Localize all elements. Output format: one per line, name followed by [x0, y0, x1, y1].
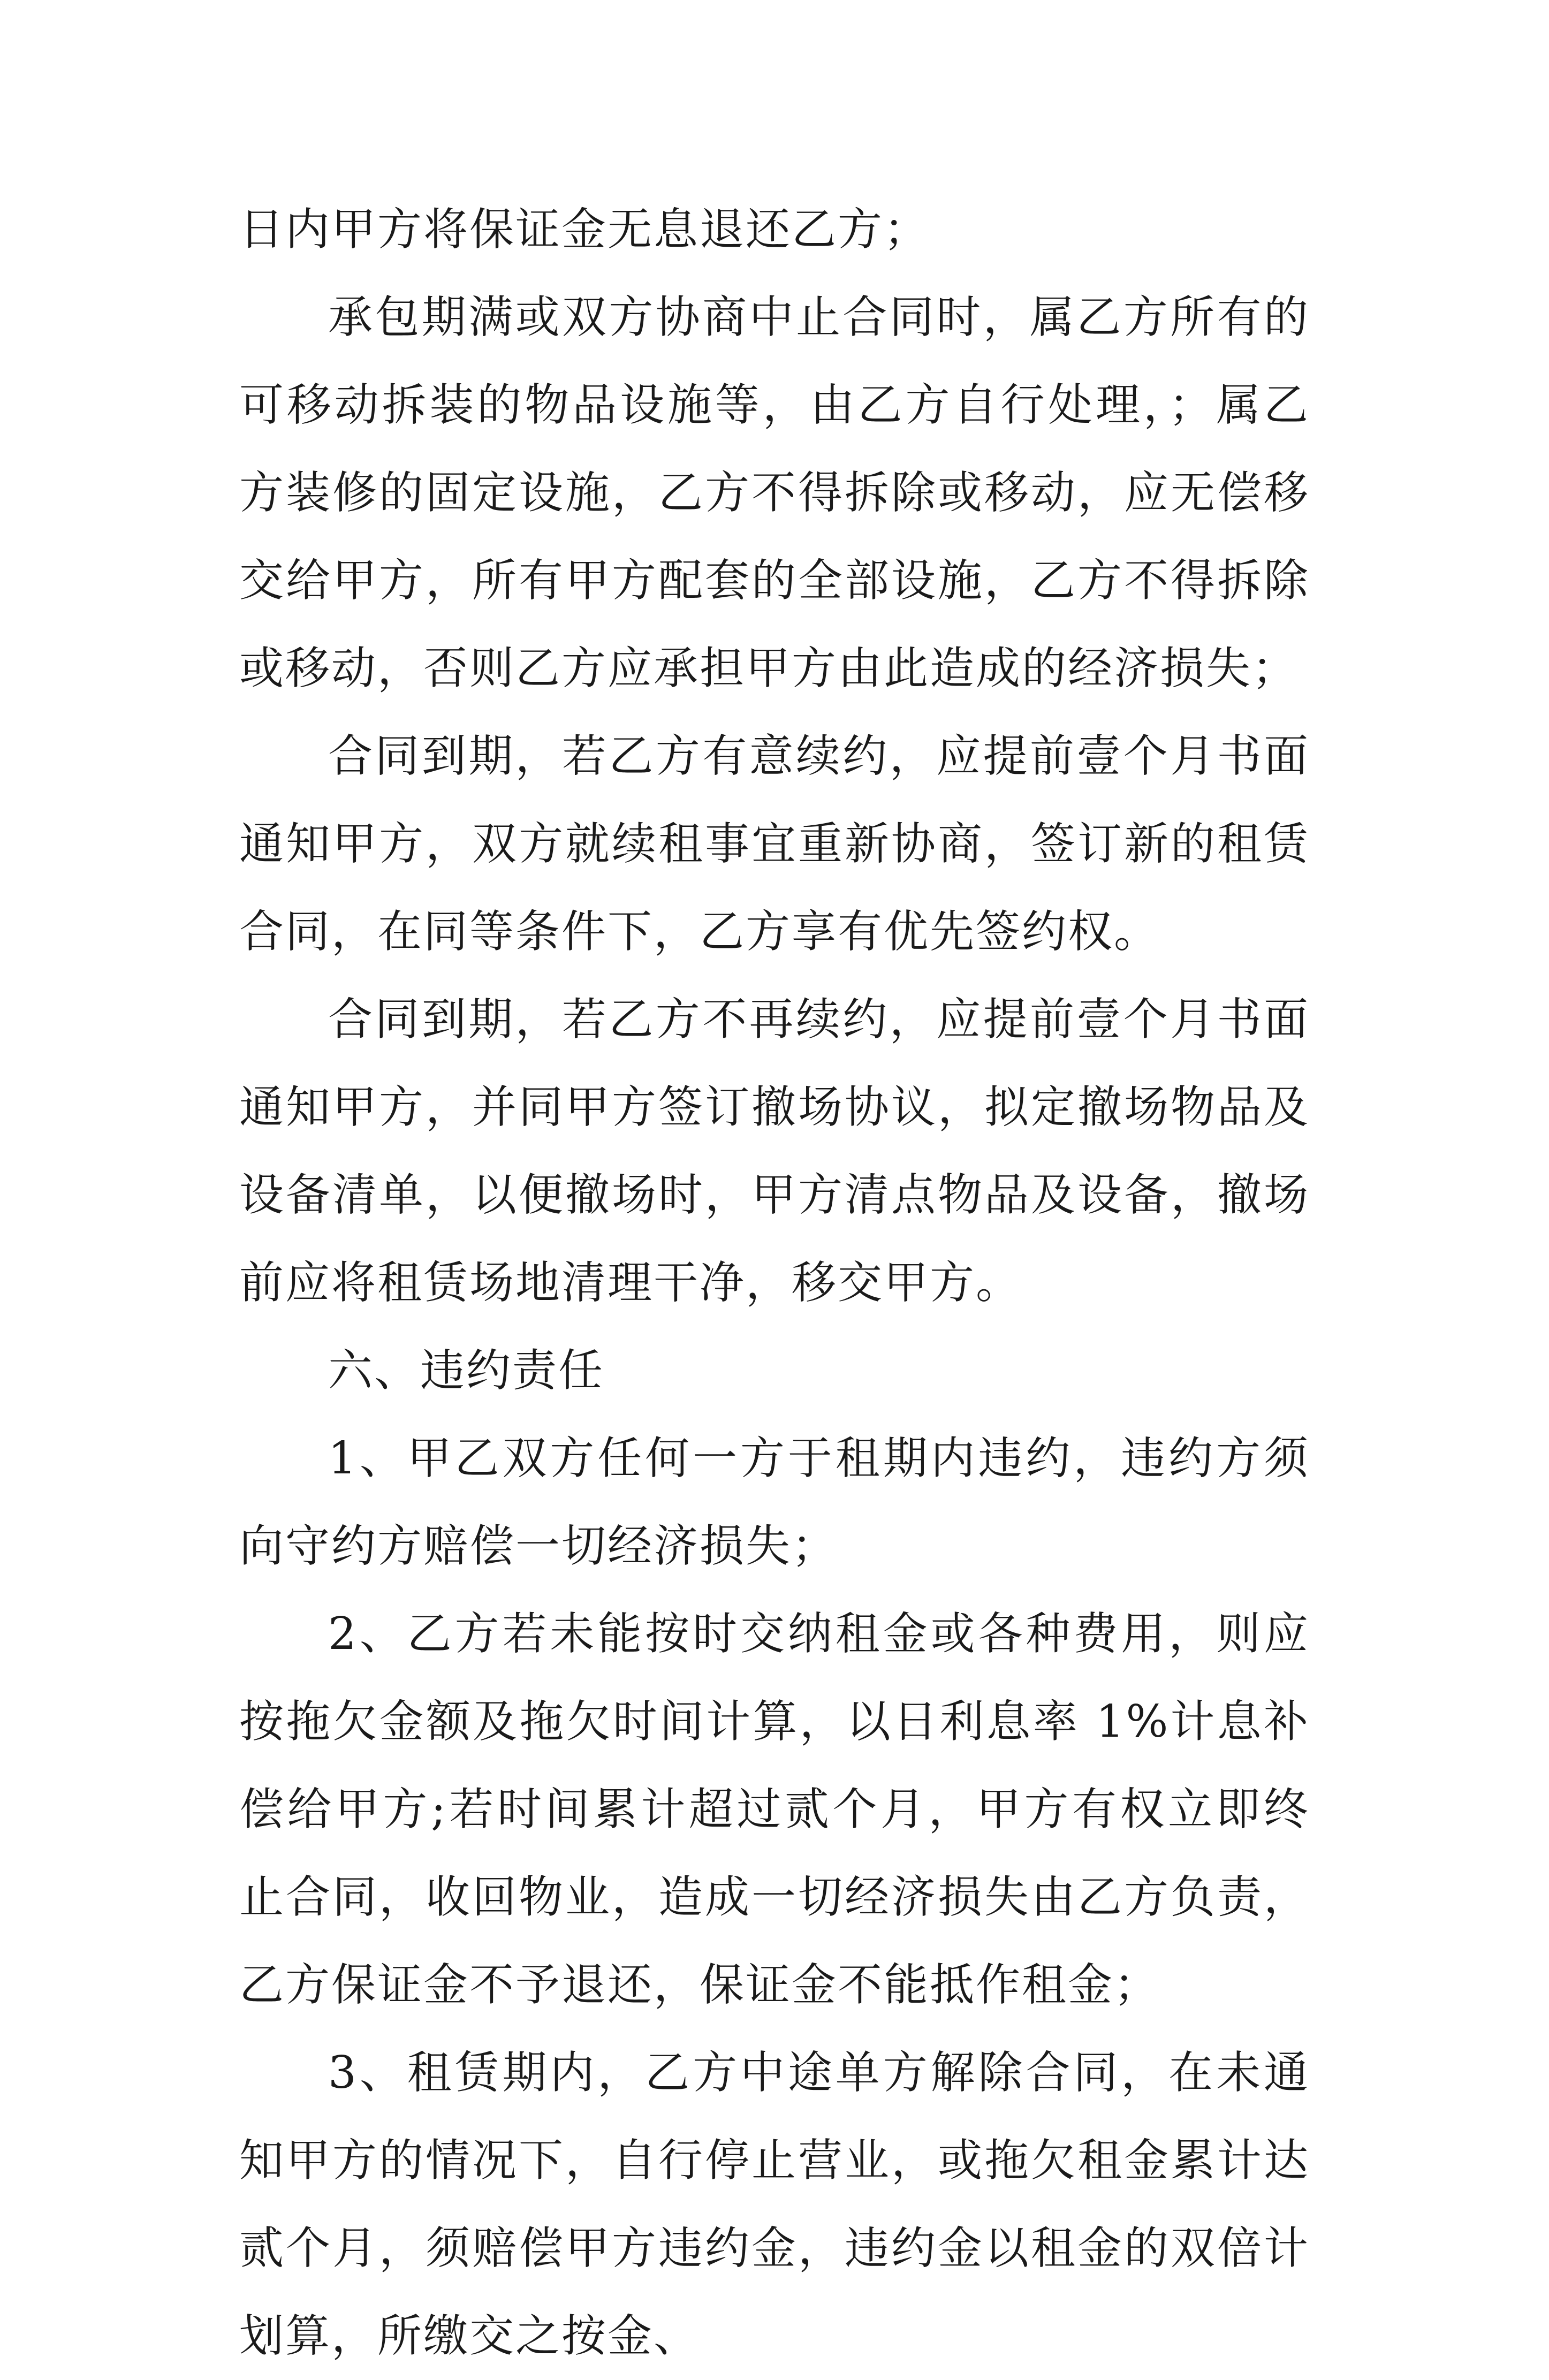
- paragraph-contract-expiry-facilities: 承包期满或双方协商中止合同时，属乙方所有的可移动拆装的物品设施等，由乙方自行处理，；属乙方装修的固定设施，乙方不得拆除或移动，应无偿移交给甲方，所有甲方配套的全部设施，乙方不得拆除或移动，否则乙方应承担甲方由此造成的经济损失；: [239, 291, 1310, 694]
- paragraph-clause-1: 1、甲乙双方任何一方于租期内违约，违约方须向守约方赔偿一切经济损失；: [239, 1432, 1310, 1572]
- paragraph-deposit-refund: 日内甲方将保证金无息退还乙方；: [239, 203, 930, 255]
- paragraph-non-renewal: 合同到期，若乙方不再续约，应提前壹个月书面通知甲方，并同甲方签订撤场协议，拟定撤场物品及设备清单，以便撤场时，甲方清点物品及设备，撤场前应将租赁场地清理干净，移交甲方。: [239, 993, 1310, 1309]
- section-heading-breach-liability: 六、违约责任: [328, 1344, 604, 1396]
- paragraph-clause-3: 3、租赁期内，乙方中途单方解除合同，在未通知甲方的情况下，自行停止营业，或拖欠租金累计达贰个月，须赔偿甲方违约金，违约金以租金的双倍计划算，所缴交之按金、: [239, 2047, 1310, 2362]
- paragraph-clause-2: 2、乙方若未能按时交纳租金或各种费用，则应按拖欠金额及拖欠时间计算，以日利息率 1%计息补偿给甲方;若时间累计超过贰个月，甲方有权立即终止合同，收回物业，造成一切经济损失由乙方负责，乙方保证金不予退还，保证金不能抵作租金；: [239, 1608, 1310, 2011]
- paragraph-renewal: 合同到期，若乙方有意续约，应提前壹个月书面通知甲方，双方就续租事宜重新协商，签订新的租赁合同，在同等条件下，乙方享有优先签约权。: [239, 730, 1310, 957]
- document-body: [239, 186, 1310, 2380]
